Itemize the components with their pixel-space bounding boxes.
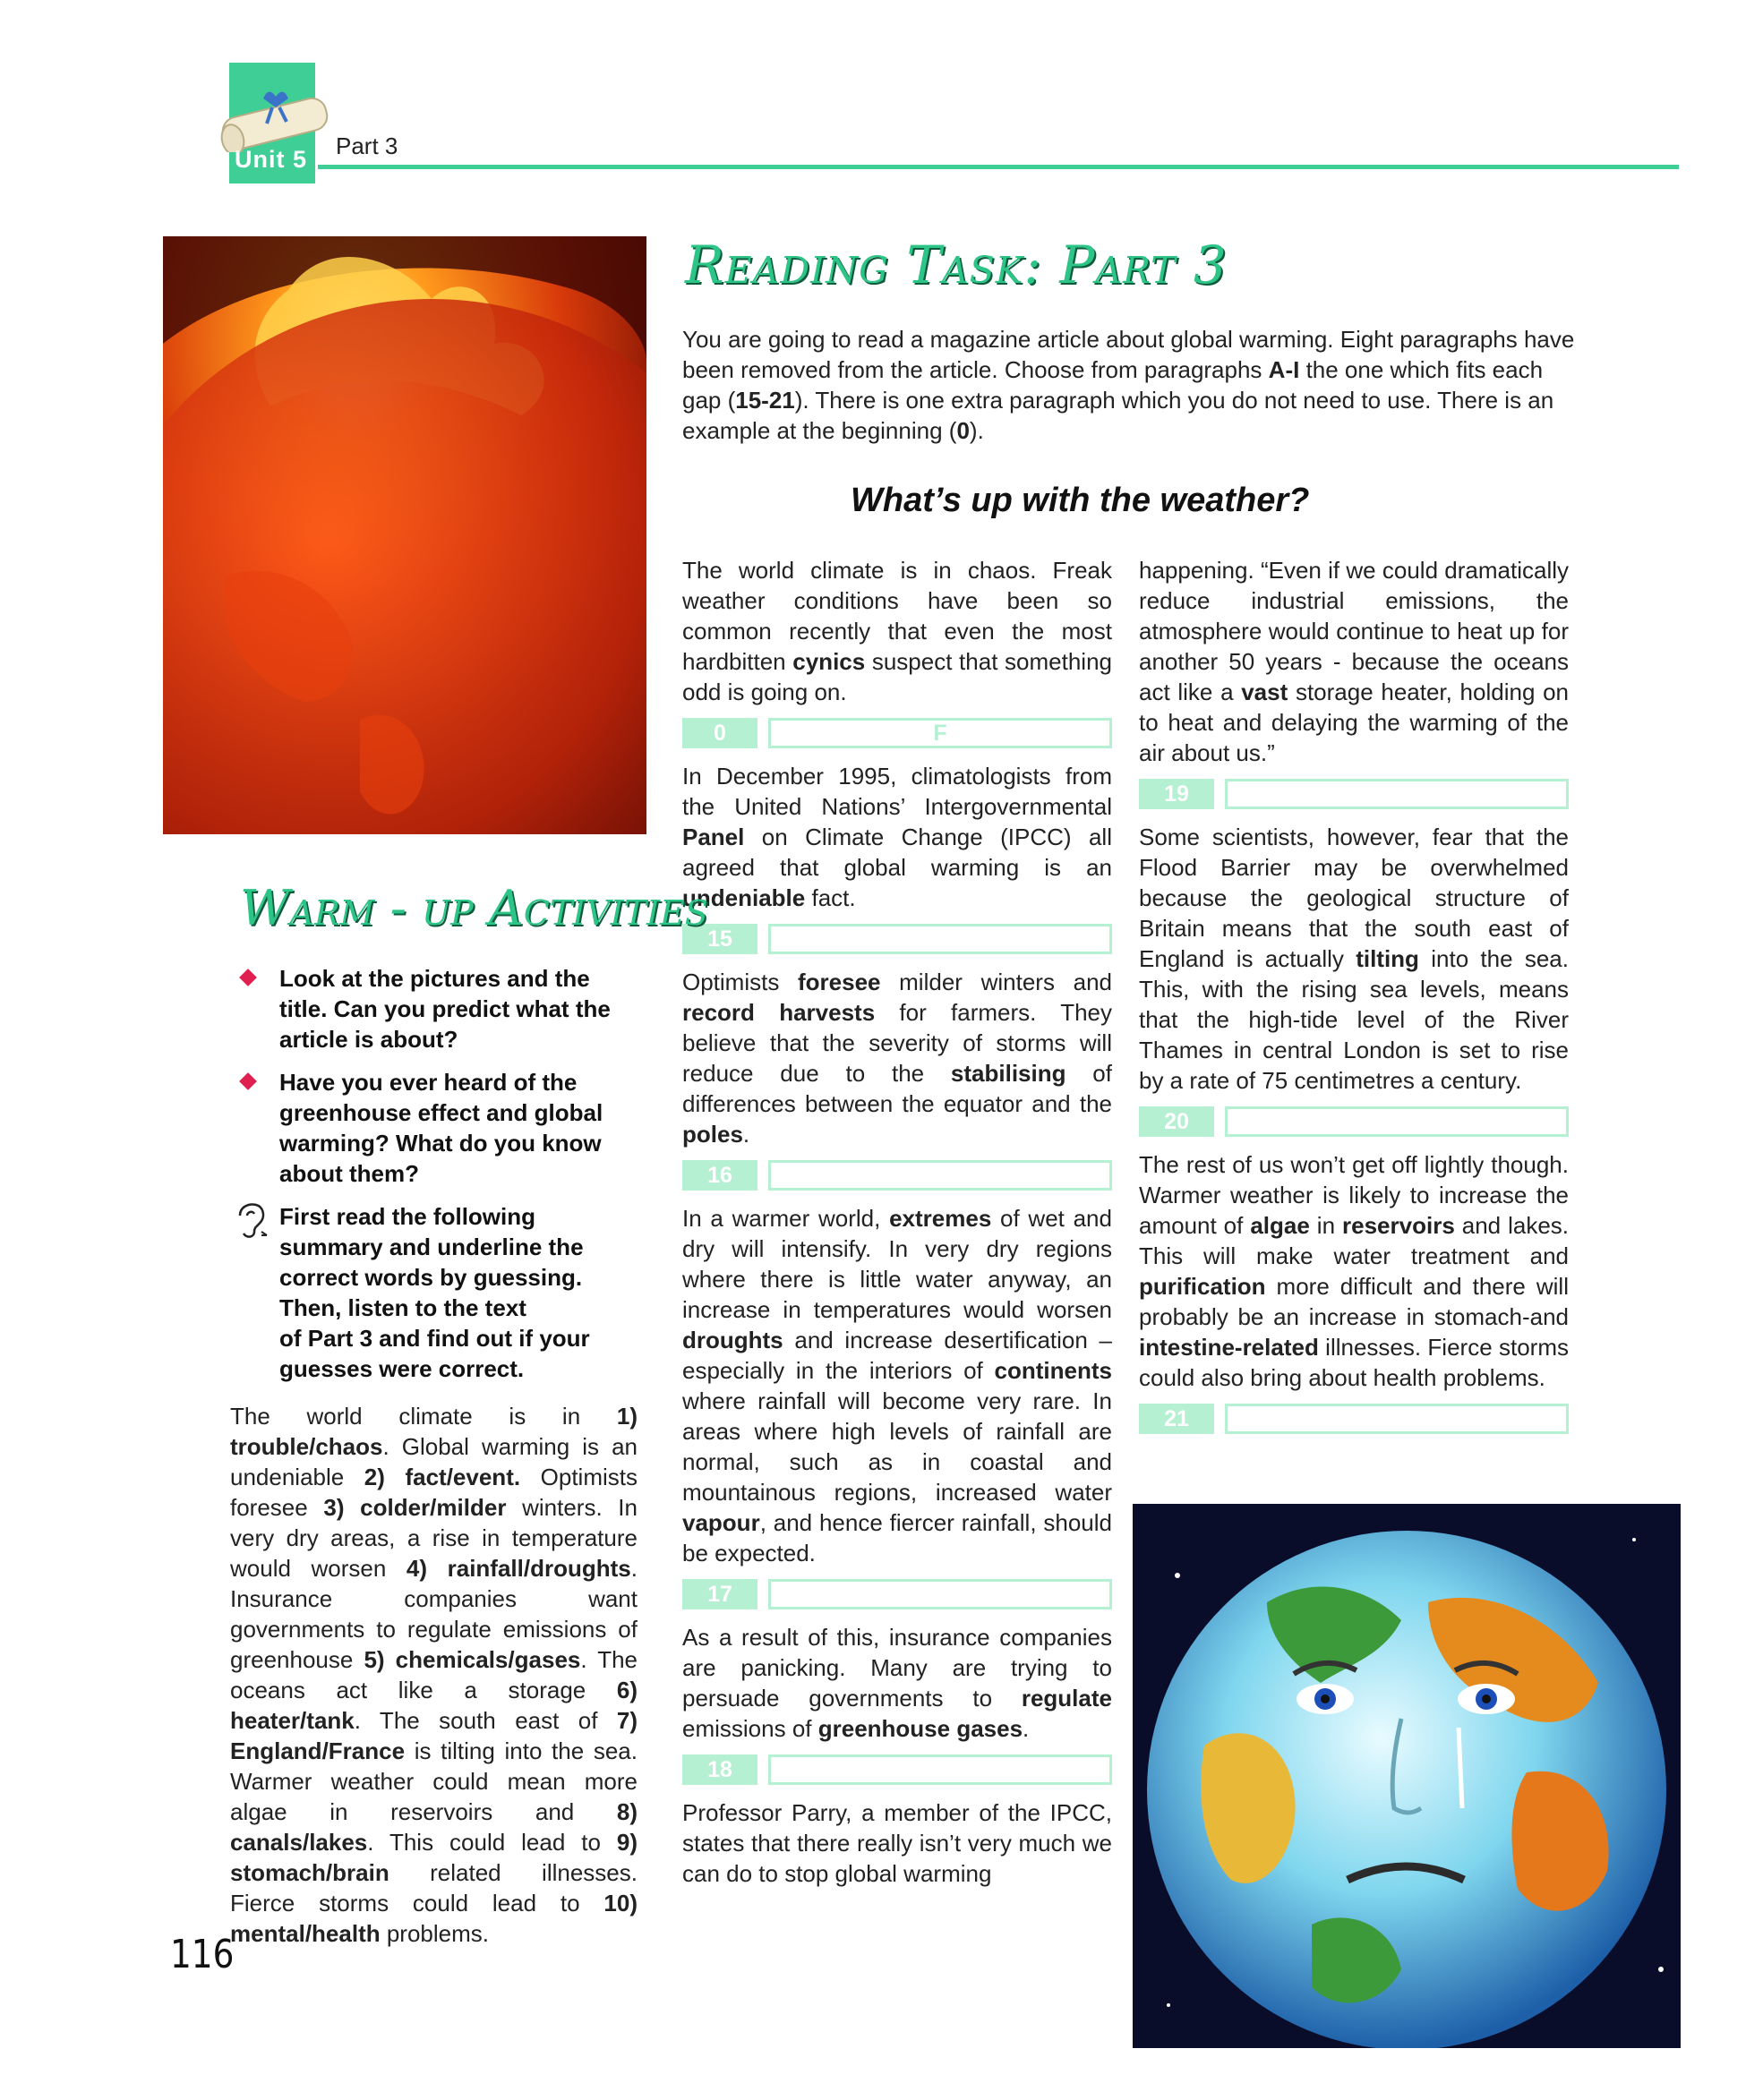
gap-number: 19: [1139, 779, 1214, 809]
gap-number: 18: [682, 1754, 757, 1785]
gap-number: 15: [682, 924, 757, 954]
burning-earth-image: [163, 236, 646, 834]
header-rule: [318, 165, 1679, 169]
crying-earth-image: [1133, 1504, 1681, 2048]
listening-ear-icon: [235, 1201, 269, 1241]
gap-number: 16: [682, 1160, 757, 1191]
gap-number: 21: [1139, 1404, 1214, 1434]
unit-label: Unit 5: [235, 146, 308, 173]
gap-answer-box[interactable]: [1225, 1106, 1569, 1137]
gap-answer-box[interactable]: [1225, 1404, 1569, 1434]
gap-21: [1139, 1404, 1569, 1434]
article-title: What’s up with the weather?: [851, 482, 1310, 519]
warmup-item: Have you ever heard of the greenhouse effect and global warming? What do you know about them?: [235, 1067, 642, 1189]
gap-answer-box[interactable]: [768, 1754, 1112, 1785]
gap-answer-box[interactable]: [768, 1160, 1112, 1191]
article-paragraph: In a warmer world, extremes of wet and dry will intensify. In very dry regions where there is little water anyway, an increase in temperatures would worsen droughts and increase desertification – especially in the interiors of continents where rainfall will become very rare. In areas where high levels of rainfall are normal, such as in coastal and mountainous regions, increased water vapour, and hence fiercer rainfall, should be expected.: [682, 1205, 1112, 1566]
gap-answer-box[interactable]: [1225, 779, 1569, 809]
gap-17: [682, 1579, 1112, 1609]
article-paragraph: The rest of us won’t get off lightly though. Warmer weather is likely to increase the amount of algae in reservoirs and lakes. This will make water treatment and purification more difficult and there will probably be an increase in stomach-and intestine-related illnesses. Fierce storms could also bring about health problems.: [1139, 1151, 1570, 1391]
reading-task-title: Reading Task: Part 3: [685, 235, 1228, 295]
page-number: 116: [170, 1932, 235, 1977]
article-paragraph: Some scientists, however, fear that the Flood Barrier may be overwhelmed because the geological structure of Britain means that the south east of England is actually tilting into the sea. This, with the rising sea levels, means that the high-tide level of the River Thames in central London is set to rise by a rate of 75 centimetres a century.: [1139, 824, 1569, 1094]
gap-answer-box[interactable]: [768, 1579, 1112, 1609]
article-paragraph: Optimists foresee milder winters and record harvests for farmers. They believe that the severity of storms will reduce due to the stabilising of differences between the equator and the poles.: [682, 969, 1112, 1148]
article-paragraph: Professor Parry, a member of the IPCC, states that there really isn’t very much we can do to stop global warming: [682, 1799, 1112, 1887]
summary-paragraph: The world climate is in 1) trouble/chaos. Global warming is an undeniable 2) fact/event. Optimists foresee 3) colder/milder winters. In very dry areas, a rise in temperature would worsen 4) rainfall/droughts. Insurance companies want governments to regulate emissions of greenhouse 5) chemicals/gases. The oceans act like a storage 6) heater/tank. The south east of 7) England/France is tilting into the sea. Warmer weather could mean more algae in reservoirs and 8) canals/lakes. This could lead to 9) stomach/brain related illnesses. Fierce storms could lead to 10) mental/health problems.: [230, 1403, 638, 1947]
scroll-icon: [213, 81, 338, 152]
diamond-bullet-icon: [239, 1072, 257, 1090]
article-paragraph: The world climate is in chaos. Freak weather conditions have been so common recently that even the most hardbitten cynics suspect that something odd is going on.: [682, 557, 1112, 705]
warmup-title: Warm - up Activities: [240, 880, 708, 936]
gap-number: 0: [682, 718, 757, 748]
article-column-middle: [682, 555, 1112, 1889]
gap-19: [1139, 779, 1569, 809]
gap-16: [682, 1160, 1112, 1191]
gap-18: [682, 1754, 1112, 1785]
part-label: Part 3: [336, 132, 398, 159]
gap-0: [682, 718, 1112, 748]
gap-answer-box[interactable]: F: [768, 718, 1112, 748]
warmup-item: Look at the pictures and the title. Can you predict what the article is about?: [235, 963, 642, 1054]
article-paragraph: As a result of this, insurance companies are panicking. Many are trying to persuade governments to regulate emissions of greenhouse gases.: [682, 1624, 1112, 1742]
gap-answer-box[interactable]: [768, 924, 1112, 954]
warmup-item: First read the following summary and underline the correct words by guessing. Then, listen to the text of Part 3 and find out if your guesses were correct.: [235, 1201, 642, 1384]
task-instructions: You are going to read a magazine article about global warming. Eight paragraphs have been removed from the article. Choose from paragraphs A-I the one which fits each gap (15-21). There is one extra paragraph which you do not need to use. There is an example at the beginning (0).: [682, 326, 1575, 444]
gap-number: 17: [682, 1579, 757, 1609]
gap-15: [682, 924, 1112, 954]
warmup-list: [235, 963, 642, 1396]
diamond-bullet-icon: [239, 969, 257, 986]
gap-20: [1139, 1106, 1569, 1137]
article-paragraph: In December 1995, climatologists from the United Nations’ Intergovernmental Panel on Climate Change (IPCC) all agreed that global warming is an undeniable fact.: [682, 763, 1112, 911]
gap-number: 20: [1139, 1106, 1214, 1137]
article-paragraph: happening. “Even if we could dramatically reduce industrial emissions, the atmosphere would continue to heat up for another 50 years - because the oceans act like a vast storage heater, holding on to heat and delaying the warming of the air about us.”: [1139, 557, 1570, 766]
article-column-right: [1139, 555, 1569, 1447]
